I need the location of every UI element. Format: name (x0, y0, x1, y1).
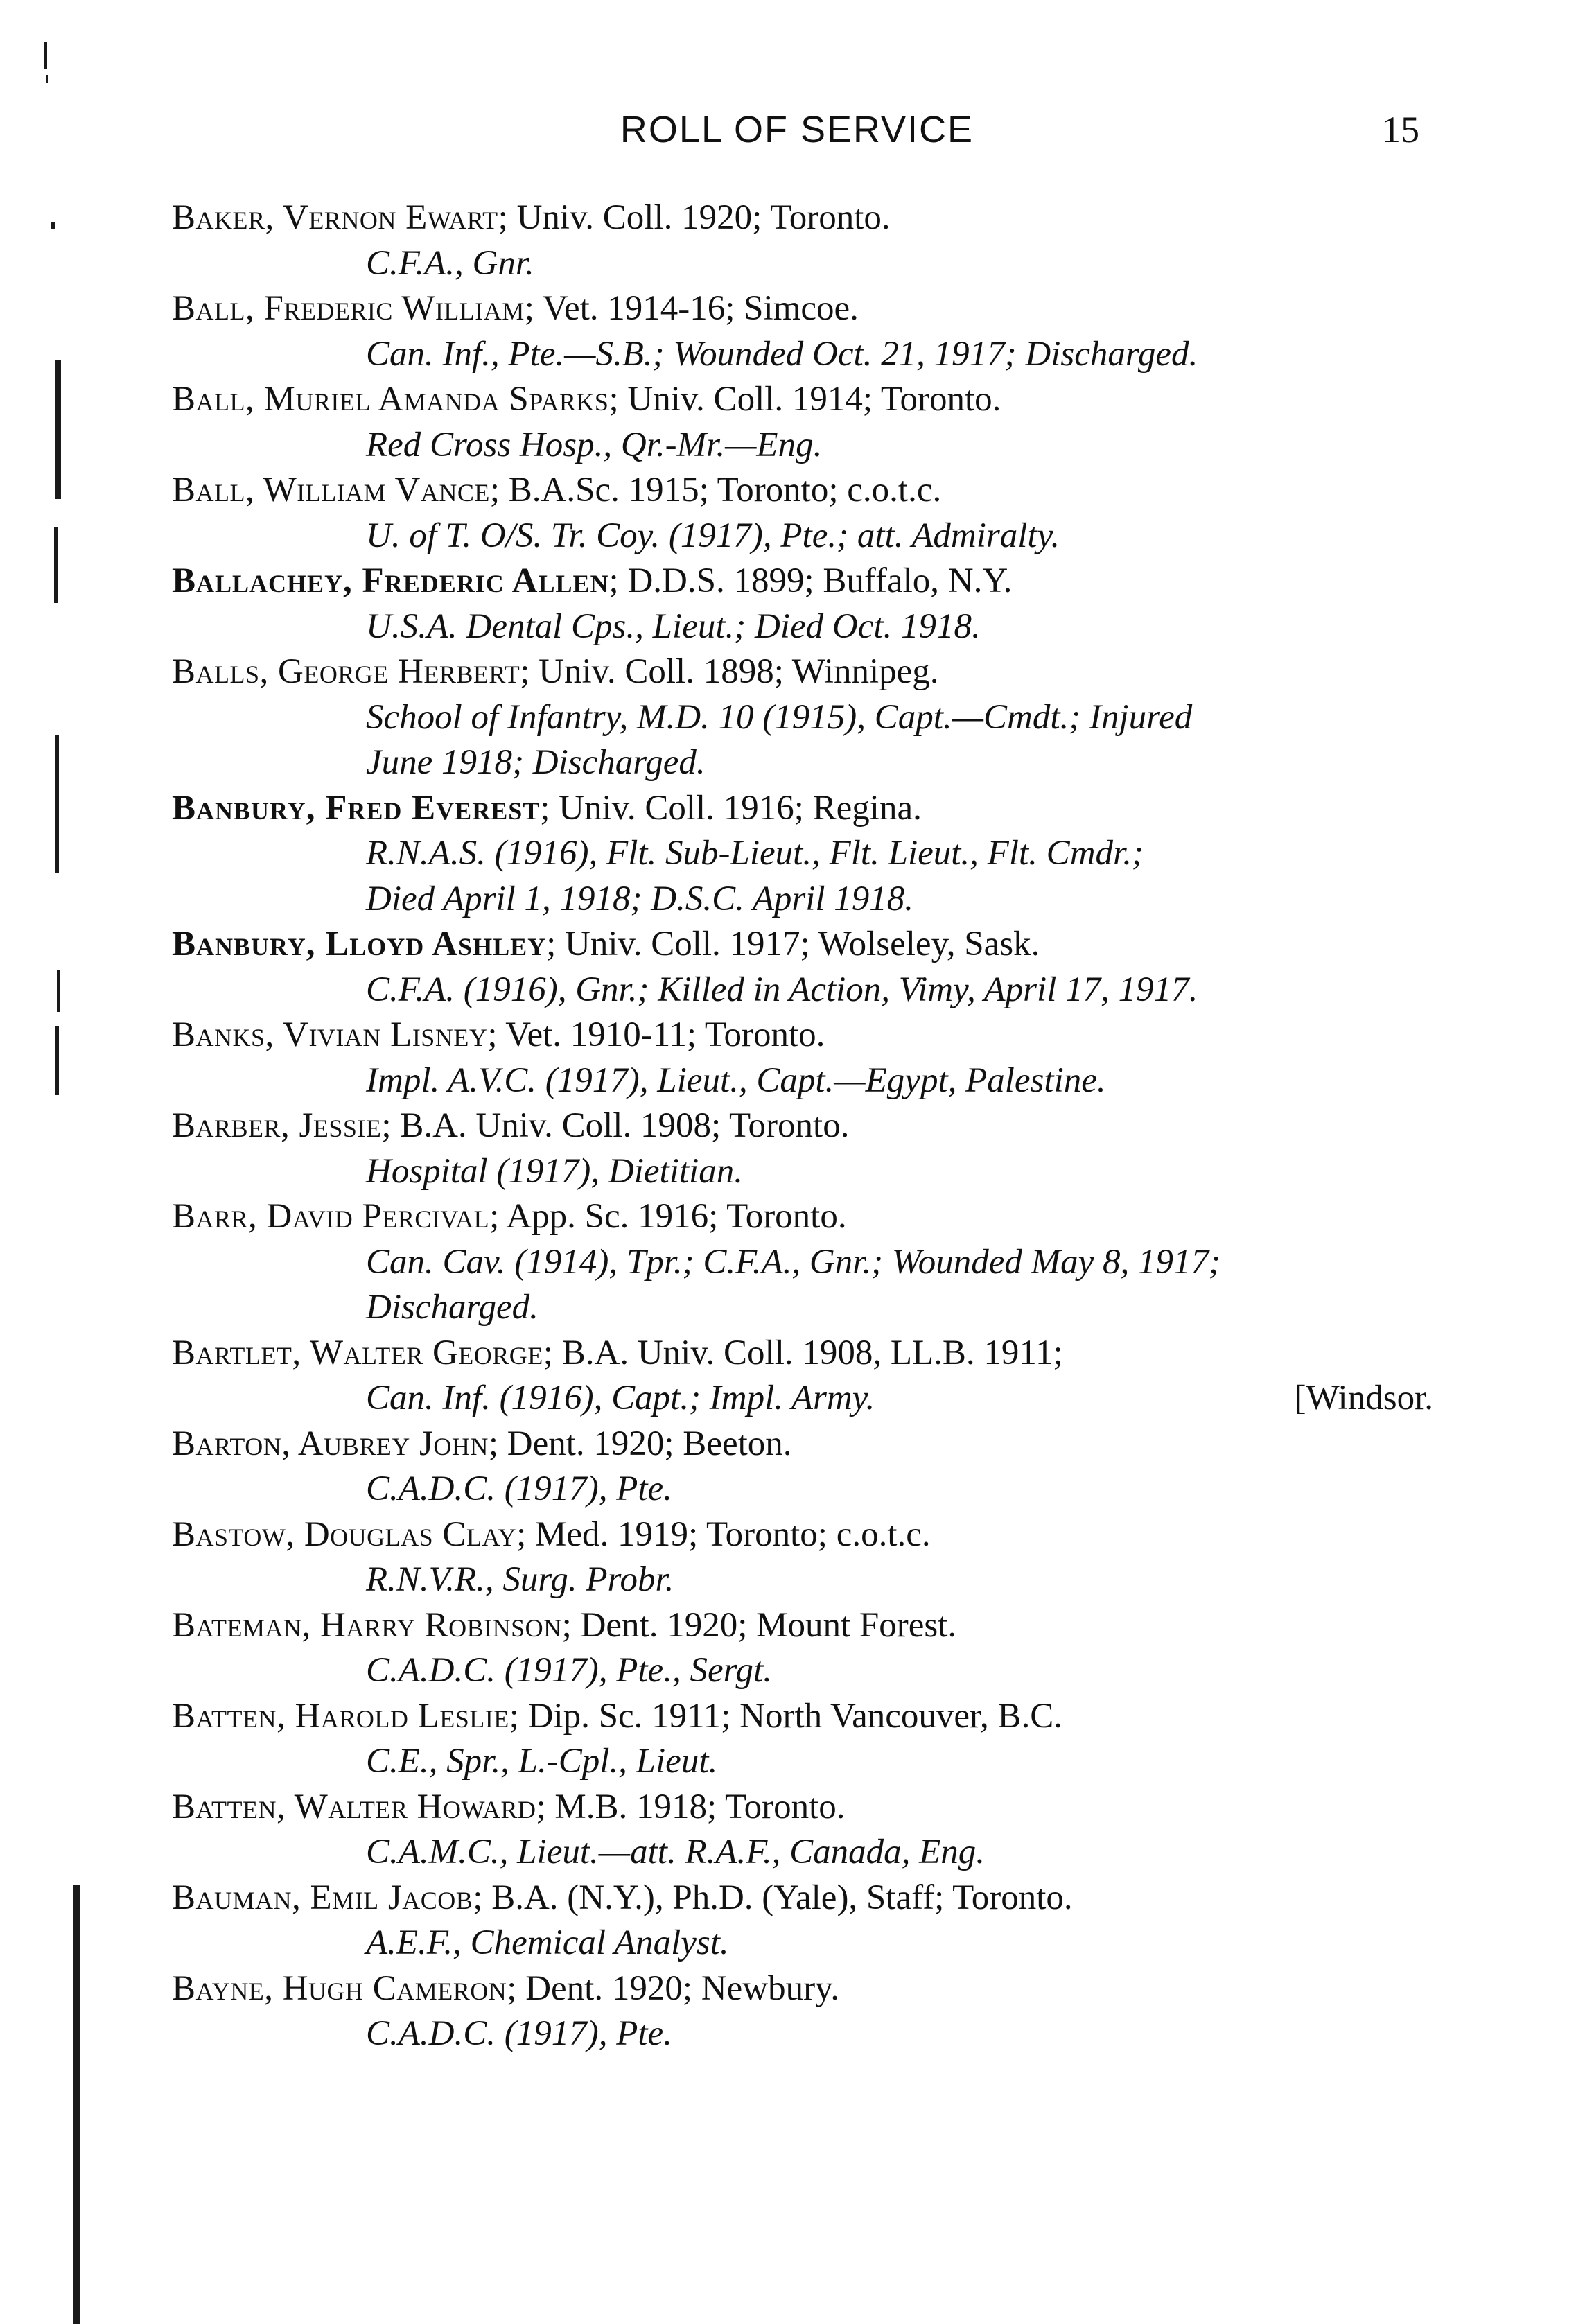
roll-entry (172, 1694, 1433, 1785)
entry-name: Ball, Muriel Amanda Sparks (172, 380, 609, 419)
roll-entry (172, 649, 1433, 786)
scan-artifact (55, 735, 59, 873)
entry-heading-line (172, 1603, 1433, 1649)
entry-heading-line (172, 1194, 1433, 1240)
entry-service-detail: C.A.D.C. (1917), Pte., Sergt. (366, 1651, 772, 1690)
running-head (166, 103, 1428, 158)
entry-name: Banks, Vivian Lisney (172, 1015, 488, 1054)
entry-name: Bauman, Emil Jacob (172, 1878, 473, 1917)
entry-service-detail: C.F.A. (1916), Gnr.; Killed in Action, Vimy, April 17, 1917. (366, 970, 1198, 1009)
entry-service-detail: Hospital (1917), Dietitian. (366, 1151, 743, 1191)
roll-entry (172, 922, 1433, 1013)
roll-entry (172, 1103, 1433, 1194)
entry-record: ; Dent. 1920; Newbury. (507, 1968, 839, 2008)
entry-record: ; B.A.Sc. 1915; Toronto; c.o.t.c. (489, 471, 942, 509)
roll-entry (172, 1876, 1433, 1966)
entry-name: Banbury, Lloyd Ashley (172, 925, 547, 963)
entry-service-detail: C.E., Spr., L.-Cpl., Lieut. (366, 1742, 718, 1781)
entry-heading-line (172, 649, 1433, 695)
scan-artifact (54, 527, 58, 603)
scan-artifact (44, 42, 47, 69)
entry-record: ; Dent. 1920; Mount Forest. (561, 1605, 957, 1645)
roll-entry (172, 1422, 1433, 1512)
entry-record: ; D.D.S. 1899; Buffalo, N.Y. (608, 561, 1013, 600)
scan-artifact (57, 970, 60, 1012)
entry-service-detail: U.S.A. Dental Cps., Lieut.; Died Oct. 1918. (366, 606, 981, 646)
entry-heading-line (172, 1422, 1433, 1467)
entry-heading-line (172, 1694, 1433, 1740)
entry-heading-line (172, 1512, 1433, 1558)
entry-service-detail: Discharged. (366, 1288, 539, 1327)
entry-service-detail: C.A.M.C., Lieut.—att. R.A.F., Canada, Eng. (366, 1833, 985, 1871)
entry-name: Barr, David Percival (172, 1197, 490, 1236)
running-title: ROLL OF SERVICE (620, 109, 974, 150)
entry-name: Barber, Jessie (172, 1106, 382, 1145)
page-number: 15 (1382, 109, 1419, 150)
entry-heading-line (172, 1013, 1433, 1058)
entry-name: Banbury, Fred Everest (172, 788, 541, 828)
scan-artifact (55, 1026, 59, 1095)
entry-name: Bayne, Hugh Cameron (172, 1968, 507, 2008)
entry-name: Ballachey, Frederic Allen (172, 561, 609, 600)
entry-heading-line (172, 1876, 1433, 1921)
entry-service-detail: C.F.A., Gnr. (366, 243, 534, 283)
entry-record: ; Univ. Coll. 1920; Toronto. (498, 198, 891, 237)
entry-heading-line (172, 377, 1433, 423)
scan-artifact (51, 222, 55, 229)
entry-heading-line (172, 195, 1433, 241)
entry-name: Bateman, Harry Robinson (172, 1605, 562, 1645)
roll-entry (172, 1331, 1433, 1422)
roll-entry (172, 1512, 1433, 1603)
entry-heading-line (172, 1966, 1433, 2012)
entry-service-detail: Impl. A.V.C. (1917), Lieut., Capt.—Egypt, Palestine. (366, 1060, 1106, 1100)
roll-entry (172, 286, 1433, 377)
entry-record: ; M.B. 1918; Toronto. (536, 1787, 846, 1826)
entry-service-detail: R.N.V.R., Surg. Probr. (366, 1560, 674, 1599)
entry-name: Batten, Harold Leslie (172, 1696, 509, 1736)
entry-record: ; Dent. 1920; Beeton. (488, 1424, 792, 1463)
roll-entry (172, 559, 1433, 649)
entry-service-detail: Died April 1, 1918; D.S.C. April 1918. (366, 879, 914, 918)
roll-entry (172, 377, 1433, 468)
roll-entry (172, 195, 1433, 286)
roll-entry (172, 786, 1433, 923)
entry-service-detail: Can. Cav. (1914), Tpr.; C.F.A., Gnr.; Wounded May 8, 1917; (366, 1242, 1220, 1282)
entry-residence-continuation: [Windsor. (1294, 1379, 1433, 1417)
entry-name: Ball, Frederic William (172, 289, 525, 328)
entry-service-detail: A.E.F., Chemical Analyst. (366, 1923, 729, 1962)
entry-heading-line (172, 786, 1433, 832)
entry-service-detail: C.A.D.C. (1917), Pte. (366, 2014, 672, 2053)
roll-entry (172, 1966, 1433, 2057)
entry-record: ; B.A. (N.Y.), Ph.D. (Yale), Staff; Toronto. (473, 1878, 1073, 1917)
entry-record: ; B.A. Univ. Coll. 1908; Toronto. (381, 1106, 850, 1145)
entry-heading-line (172, 286, 1433, 332)
entry-record: ; Univ. Coll. 1898; Winnipeg. (520, 652, 939, 691)
entry-service-detail: R.N.A.S. (1916), Flt. Sub-Lieut., Flt. Lieut., Flt. Cmdr.; (366, 834, 1144, 873)
roll-entry (172, 468, 1433, 559)
roll-entry (172, 1013, 1433, 1103)
entry-heading-line (172, 1103, 1433, 1149)
entry-record: ; B.A. Univ. Coll. 1908, LL.B. 1911; (543, 1333, 1063, 1372)
scan-artifact (73, 1885, 80, 2324)
entry-record: ; Vet. 1910-11; Toronto. (487, 1015, 825, 1054)
entry-service-detail: Red Cross Hosp., Qr.-Mr.—Eng. (366, 425, 823, 464)
entry-service-text: Can. Inf. (1916), Capt.; Impl. Army. (366, 1379, 875, 1417)
entry-service-detail: U. of T. O/S. Tr. Coy. (1917), Pte.; att. Admiralty. (366, 516, 1060, 555)
entry-service-detail: Can. Inf., Pte.—S.B.; Wounded Oct. 21, 1917; Discharged. (366, 334, 1198, 374)
entry-heading-line (172, 559, 1433, 604)
entry-service-detail: C.A.D.C. (1917), Pte. (366, 1469, 672, 1508)
entry-heading-line (172, 1785, 1433, 1831)
entry-record: ; Univ. Coll. 1914; Toronto. (608, 380, 1001, 419)
entry-record: ; Univ. Coll. 1916; Regina. (540, 788, 922, 828)
entry-service-detail: June 1918; Discharged. (366, 743, 706, 782)
roll-entries (172, 195, 1433, 2057)
roll-entry (172, 1785, 1433, 1876)
entry-service-detail: School of Infantry, M.D. 10 (1915), Capt.—Cmdt.; Injured (366, 697, 1193, 737)
entry-record: ; Dip. Sc. 1911; North Vancouver, B.C. (509, 1696, 1063, 1736)
entry-name: Balls, George Herbert (172, 652, 520, 691)
entry-service-detail (172, 1376, 1433, 1422)
entry-record: ; App. Sc. 1916; Toronto. (489, 1197, 847, 1236)
entry-name: Batten, Walter Howard (172, 1787, 536, 1826)
entry-name: Bartlet, Walter George (172, 1333, 543, 1372)
scan-artifact (55, 360, 61, 499)
entry-heading-line (172, 922, 1433, 968)
entry-heading-line (172, 1331, 1433, 1377)
entry-record: ; Med. 1919; Toronto; c.o.t.c. (516, 1514, 931, 1554)
entry-name: Baker, Vernon Ewart (172, 198, 498, 237)
entry-name: Bastow, Douglas Clay (172, 1514, 517, 1554)
scan-artifact (46, 75, 48, 83)
entry-heading-line (172, 468, 1433, 514)
entry-name: Ball, William Vance (172, 471, 490, 509)
entry-name: Barton, Aubrey John (172, 1424, 489, 1463)
roll-entry (172, 1194, 1433, 1331)
entry-record: ; Univ. Coll. 1917; Wolseley, Sask. (546, 925, 1040, 963)
roll-entry (172, 1603, 1433, 1694)
entry-record: ; Vet. 1914-16; Simcoe. (524, 289, 859, 328)
